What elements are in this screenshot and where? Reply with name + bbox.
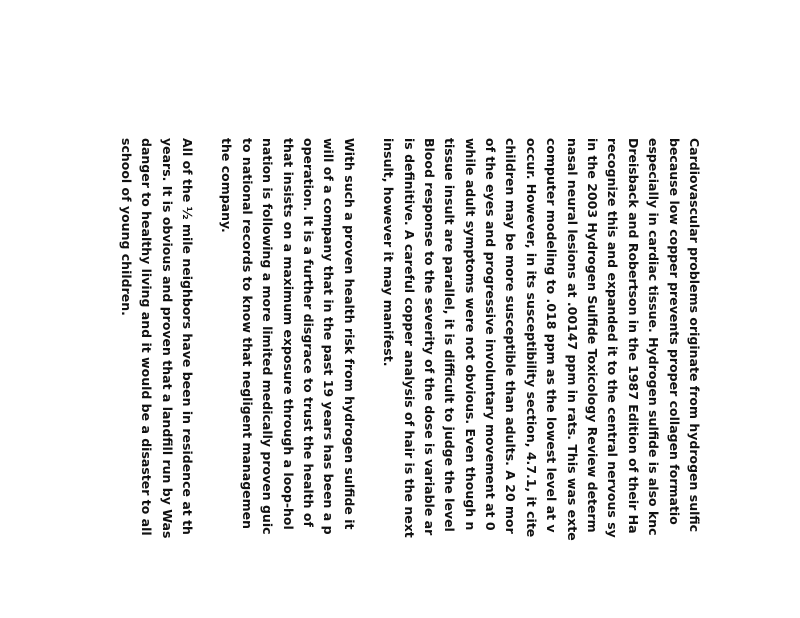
text-line: especially in cardiac tissue. Hydrogen sulfide is also knc <box>646 138 662 536</box>
text-line: tissue insult are parallel, it is difficult to judge the level <box>442 138 458 532</box>
text-line: nation is following a more limited medically proven guic <box>260 138 276 535</box>
paragraph-1 <box>378 138 704 618</box>
text-line: years. It is obvious and proven that a landfill run by Was <box>159 138 175 539</box>
paragraph-2 <box>216 138 359 618</box>
text-line: recognize this and expanded it to the central nervous sy <box>605 138 621 538</box>
text-line: that insists on a maximum exposure through a loop-hol <box>280 138 296 530</box>
rotated-text-block <box>115 138 704 618</box>
text-line: occur. However, in its susceptibility section, 4.7.1, it cite <box>523 138 539 538</box>
text-line: All of the ½ mile neighbors have been in residence at th <box>180 138 196 535</box>
text-line: school of young children. <box>118 138 134 316</box>
text-line: nasal neural lesions at .00147 ppm in rats. This was exte <box>564 138 580 541</box>
text-line: Blood response to the severity of the dose is variable ar <box>421 138 437 536</box>
text-line: computer modeling to .018 ppm as the lowest level at v <box>544 138 560 533</box>
text-line: in the 2003 Hydrogen Sulfide Toxicology Review determ <box>585 138 601 533</box>
text-line: Dreisback and Robertson in the 1987 Edition of their Ha <box>625 138 641 534</box>
text-line: of the eyes and progressive involuntary movement at 0 <box>483 138 499 531</box>
text-line: while adult symptoms were not obvious. Even though n <box>462 138 478 531</box>
paragraph-3 <box>115 138 197 618</box>
text-line: operation. It is a further disgrace to trust the health of <box>300 138 316 527</box>
text-line: is definitive. A careful copper analysis of hair is the next <box>401 138 417 538</box>
text-line: With such a proven health risk from hydrogen sulfide it <box>341 138 357 530</box>
text-line: to national records to know that negligent managemen <box>239 138 255 530</box>
text-line: danger to healthy living and it would be a disaster to all <box>139 138 155 536</box>
text-line: the company. <box>219 138 235 233</box>
text-line: insult, however it may manifest. <box>381 138 397 367</box>
text-line: because low copper prevents proper collagen formatio <box>666 138 682 525</box>
text-line: children may be more susceptible than adults. A 20 mor <box>503 138 519 534</box>
text-line: Cardiovascular problems originate from hydrogen sulfic <box>687 138 702 533</box>
text-line: will of a company that in the past 19 years has been a p <box>321 138 337 535</box>
